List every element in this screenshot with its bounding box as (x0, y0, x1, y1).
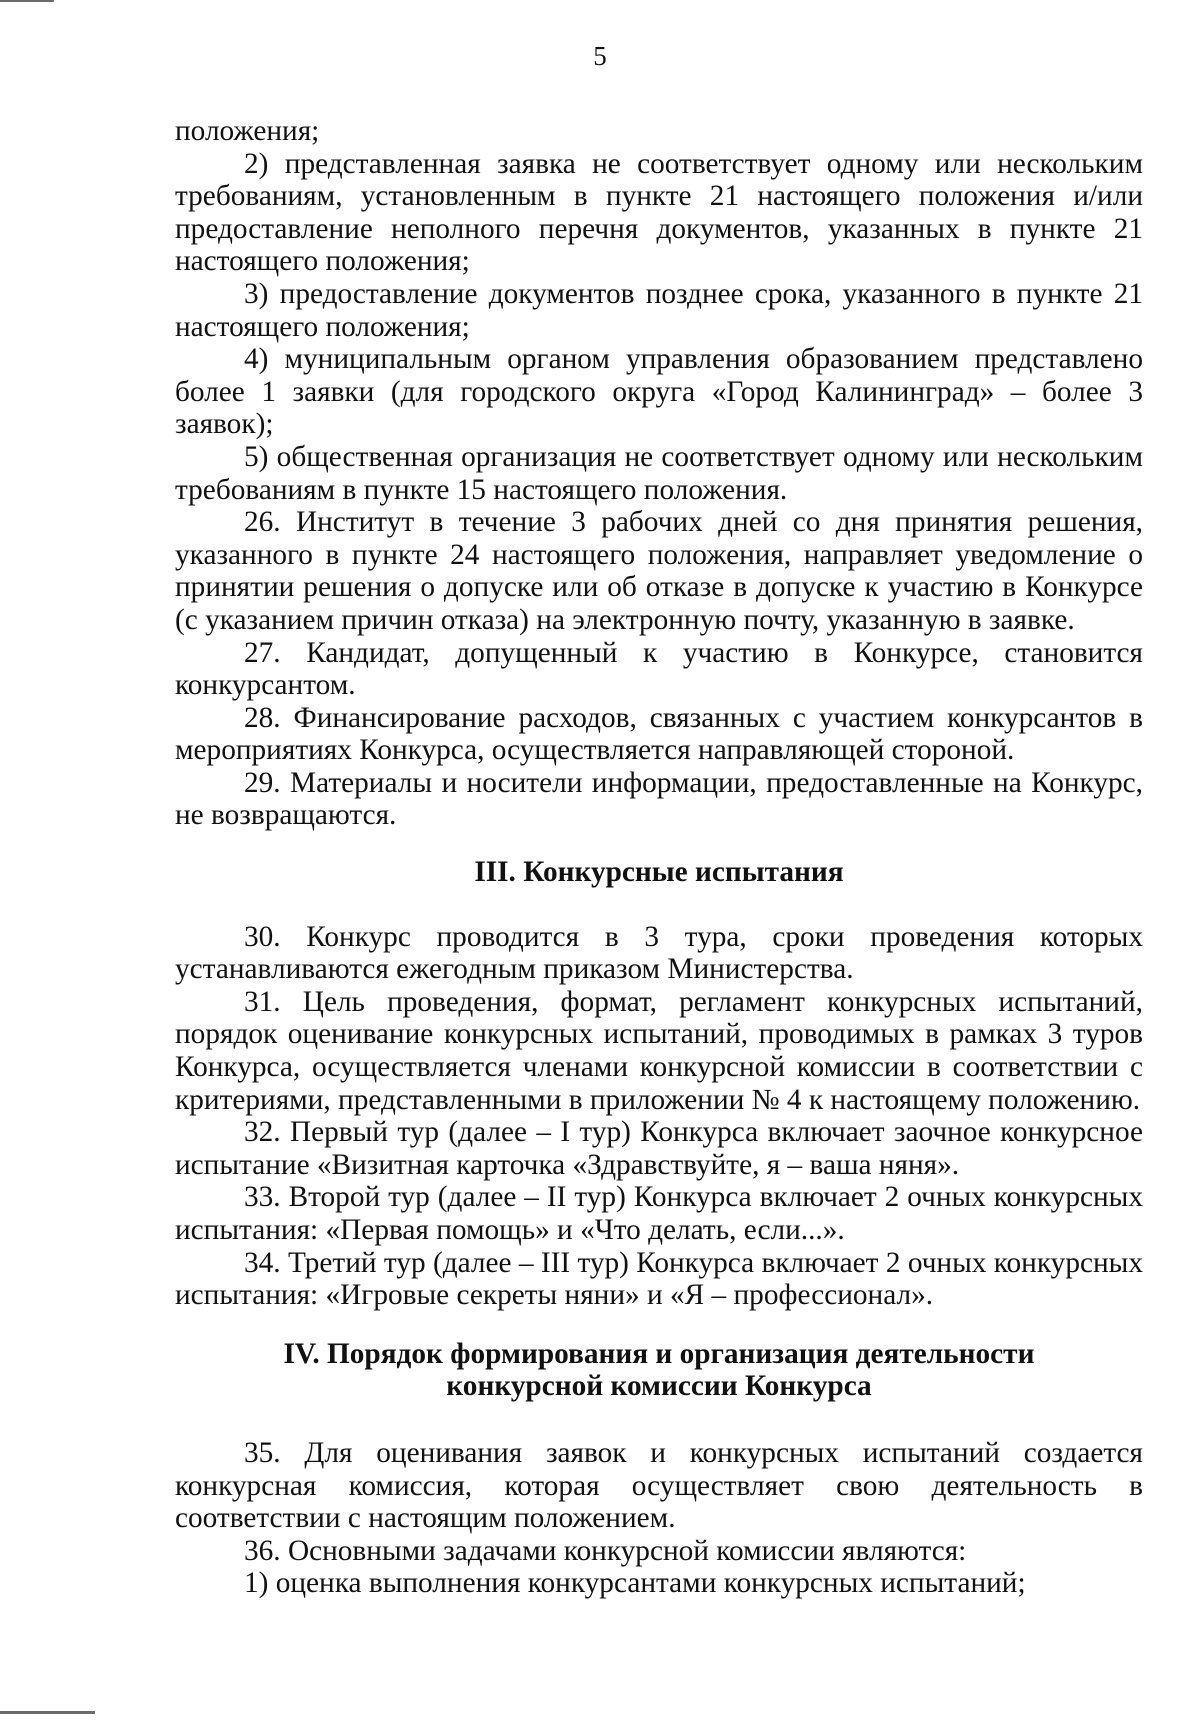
paragraph-34: 34. Третий тур (далее – III тур) Конкурса включает 2 очных конкурсных испытания: «Игровые секреты няни» и «Я – профессионал». (175, 1246, 1143, 1312)
scan-edge-mark-top (0, 0, 54, 2)
paragraph-36-item-1: 1) оценка выполнения конкурсантами конкурсных испытаний; (244, 1567, 1026, 1600)
paragraph-28: 28. Финансирование расходов, связанных с участием конкурсантов в мероприятиях Конкурса, осуществляется направляющей стороной. (175, 701, 1143, 767)
section-heading-3: III. Конкурсные испытания (474, 856, 844, 889)
paragraph-continuation: положения; (175, 115, 320, 147)
paragraph-26: 26. Институт в течение 3 рабочих дней со дня принятия решения, указанного в пункте 24 настоящего положения, направляет уведомление о принятии решения о допуске или об отказе в допуске к участию в Конкурсе (с указанием причин отказа) на электронную почту, указанную в заявке. (175, 506, 1143, 636)
scan-edge-mark-bottom (0, 1711, 95, 1714)
paragraph-35: 35. Для оценивания заявок и конкурсных испытаний создается конкурсная комиссия, которая осуществляет свою деятельность в соответствии с настоящим положением. (175, 1436, 1143, 1535)
paragraph-27: 27. Кандидат, допущенный к участию в Конкурсе, становится конкурсантом. (175, 636, 1143, 702)
paragraph-item-4: 4) муниципальным органом управления образованием представлено более 1 заявки (для городского округа «Город Калининград» – более 3 заявок); (175, 343, 1143, 441)
paragraph-item-5: 5) общественная организация не соответствует одному или нескольким требованиям в пункте 15 настоящего положения. (175, 440, 1143, 506)
paragraph-item-3: 3) предоставление документов позднее срока, указанного в пункте 21 настоящего положения; (175, 277, 1143, 343)
document-body (175, 115, 1143, 1600)
paragraph-31: 31. Цель проведения, формат, регламент конкурсных испытаний, порядок оценивание конкурсных испытаний, проводимых в рамках 3 туров Конкурса, осуществляется членами конкурсной комиссии в соответствии с критериями, представленными в приложении № 4 к настоящему положению. (175, 985, 1143, 1116)
section-heading-4-line-2: конкурсной комиссии Конкурса (446, 1370, 872, 1403)
page-number: 5 (593, 41, 607, 71)
paragraph-item-2: 2) представленная заявка не соответствует одному или нескольким требованиям, установленным в пункте 21 настоящего положения и/или предоставление неполного перечня документов, указанных в пункте 21 настоящего положения; (175, 147, 1143, 278)
section-heading-4-line-1: IV. Порядок формирования и организация деятельности (283, 1337, 1035, 1370)
paragraph-36: 36. Основными задачами конкурсной комиссии являются: (244, 1534, 967, 1567)
paragraph-29: 29. Материалы и носители информации, предоставленные на Конкурс, не возвращаются. (175, 766, 1143, 832)
paragraph-32: 32. Первый тур (далее – I тур) Конкурса включает заочное конкурсное испытание «Визитная карточка «Здравствуйте, я – ваша няня». (175, 1116, 1143, 1181)
paragraph-30: 30. Конкурс проводится в 3 тура, сроки проведения которых устанавливаются ежегодным приказом Министерства. (175, 920, 1143, 986)
paragraph-33: 33. Второй тур (далее – II тур) Конкурса включает 2 очных конкурсных испытания: «Первая помощь» и «Что делать, если...». (175, 1181, 1143, 1246)
section-heading-4 (175, 1338, 1143, 1403)
